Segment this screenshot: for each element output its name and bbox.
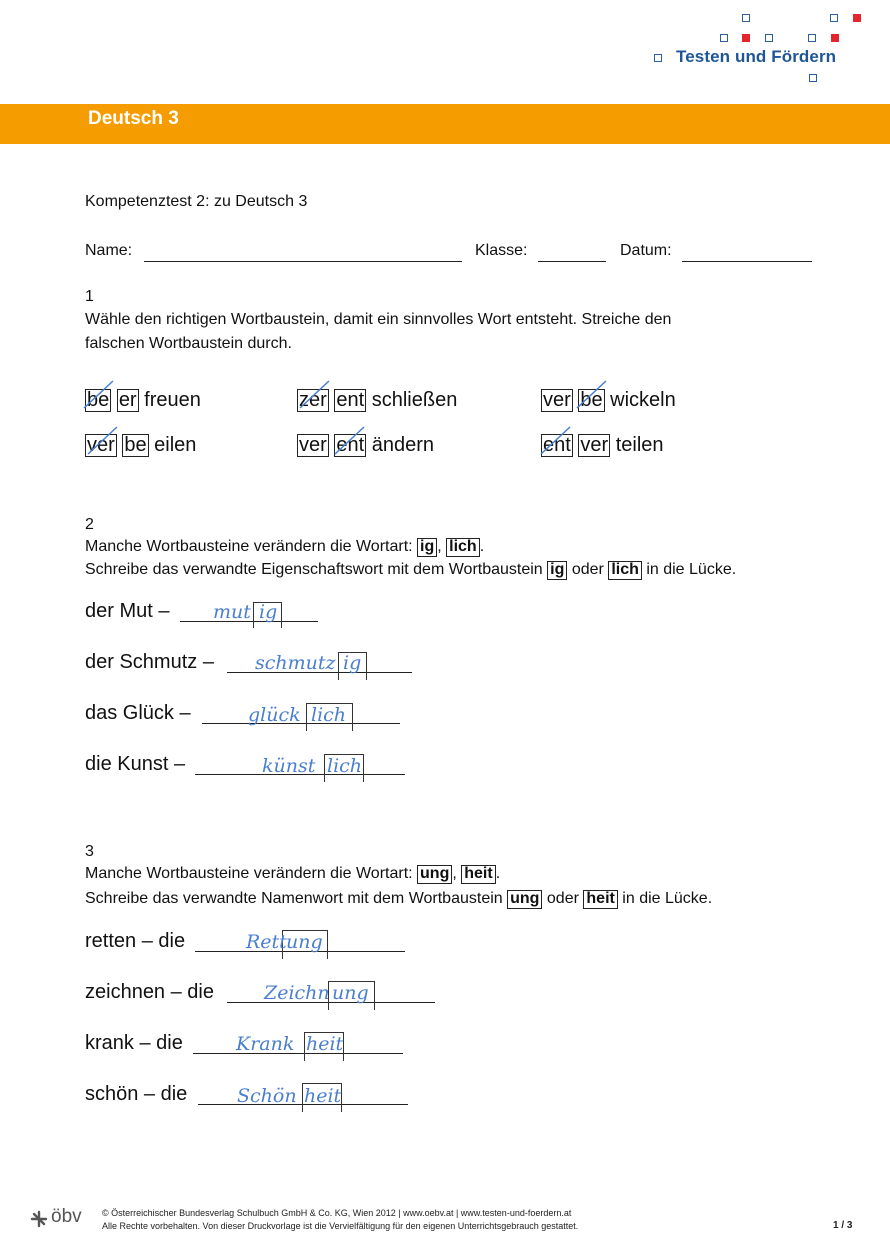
answer-suffix: heit [304,1085,342,1107]
name-label: Name: [85,242,133,259]
task1-number: 1 [85,288,94,305]
task1-item [541,434,664,457]
logo-square [654,54,662,62]
answer-suffix: lich [311,704,347,726]
prefix-box[interactable]: be [87,389,110,411]
word-stem: eilen [154,434,197,456]
prefix-box[interactable]: ent [336,389,365,411]
logo-square [830,14,838,22]
task2-number: 2 [85,516,94,533]
logo-square [742,14,750,22]
prefix-box[interactable]: er [118,389,137,411]
task3-instruction: Manche Wortbausteine verändern die Wortart: ung , heit . [85,865,501,882]
task3-prompt: zeichnen – die [85,981,214,1003]
word-stem: schließen [371,389,458,411]
task3-number: 3 [85,843,94,860]
logo-square [720,34,728,42]
logo-square [765,34,773,42]
logo-square [831,34,839,42]
footer-copyright: © Österreichischer Bundesverlag Schulbuch GmbH & Co. KG, Wien 2012 | www.oebv.at | www.testen-und-foerdern.at [102,1208,572,1218]
prefix-box[interactable]: be [580,389,603,411]
name-field[interactable] [144,261,462,262]
class-field[interactable] [538,261,606,262]
word-stem: teilen [615,434,664,456]
footer-rights: Alle Rechte vorbehalten. Von dieser Druckvorlage ist die Vervielfältigung für den eigenen Unterrichtsgebrauch gestattet. [102,1221,579,1231]
prefix-box[interactable]: ent [543,434,571,456]
task1-item [297,434,434,457]
answer-stem: Krank [236,1033,295,1055]
task1-instruction-cont: falschen Wortbaustein durch. [85,335,292,352]
date-field[interactable] [682,261,812,262]
task3-prompt: schön – die [85,1083,188,1105]
task2-prompt: die Kunst – [85,753,186,775]
task2-instruction: Manche Wortbausteine verändern die Wortart: ig , lich . [85,538,485,555]
task3-instruction-cont: Schreibe das verwandte Namenwort mit dem Wortbaustein ung oder heit in die Lücke. [85,890,713,907]
answer-stem: Rett [246,931,287,953]
suffix-box: ig [547,561,567,580]
word-stem: wickeln [610,389,676,411]
task3-prompt: retten – die [85,930,186,952]
publisher-logo-icon [30,1210,48,1228]
prefix-box[interactable]: ent [336,434,365,456]
test-title: Kompetenztest 2: zu Deutsch 3 [85,193,308,210]
suffix-box: heit [461,865,495,884]
task1-item [541,389,676,412]
logo-square [853,14,861,22]
answer-suffix: ig [343,652,362,674]
prefix-box[interactable]: ver [87,434,115,456]
band-title: Deutsch 3 [88,108,179,129]
publisher-logo: öbv [51,1206,82,1227]
prefix-box[interactable]: ver [543,389,571,411]
suffix-box: ig [417,538,437,557]
logo-square [809,74,817,82]
class-label: Klasse: [475,242,528,259]
task2-prompt: das Glück – [85,702,191,724]
task1-item [85,389,201,412]
task1-instruction: Wähle den richtigen Wortbaustein, damit ein sinnvolles Wort entsteht. Streiche den [85,311,672,328]
answer-line[interactable] [202,723,400,724]
answer-stem: künst [262,755,316,777]
answer-stem: Schön [237,1085,297,1107]
page-number: 1 / 3 [833,1220,853,1231]
suffix-box: lich [446,538,480,557]
task1-item [297,389,457,412]
suffix-box: heit [583,890,617,909]
answer-stem: schmutz [255,652,336,674]
date-label: Datum: [620,242,672,259]
suffix-box: ung [417,865,452,884]
prefix-box[interactable]: be [124,434,147,456]
logo-square [742,34,750,42]
brand-name: Testen und Fördern [676,47,837,66]
suffix-box: ung [507,890,542,909]
suffix-box: lich [608,561,642,580]
task2-instruction-cont: Schreibe das verwandte Eigenschaftswort mit dem Wortbaustein ig oder lich in die Lücke. [85,561,737,578]
answer-suffix: ung [286,931,323,953]
prefix-box[interactable]: ver [580,434,609,456]
answer-suffix: ung [332,982,369,1004]
answer-suffix: lich [327,755,363,777]
prefix-box[interactable]: ver [299,434,327,456]
task1-item [85,434,196,457]
logo-square [808,34,816,42]
answer-stem: glück [248,704,301,726]
answer-suffix: ig [259,601,278,623]
task3-prompt: krank – die [85,1032,183,1054]
task2-prompt: der Schmutz – [85,651,214,673]
word-stem: freuen [144,389,201,411]
answer-stem: mut [213,601,251,623]
answer-line[interactable] [193,1053,403,1054]
prefix-box[interactable]: zer [299,389,327,411]
task2-prompt: der Mut – [85,600,170,622]
answer-suffix: heit [306,1033,344,1055]
word-stem: ändern [371,434,435,456]
answer-stem: Zeichn [264,982,330,1004]
